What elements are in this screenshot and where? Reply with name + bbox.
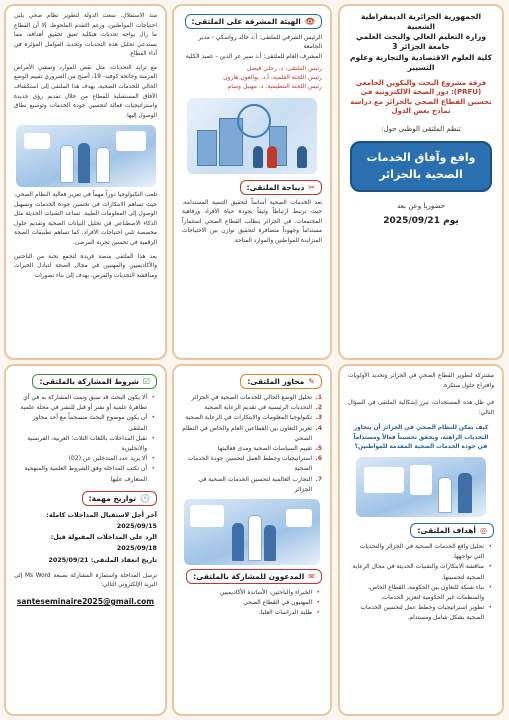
committees-panel <box>172 4 332 360</box>
problem-question: كيف يمكن للنظام الصحي في الجزائر أن يتجاوز التحديات الراهنة، ويحقق تحسيناً فعالاً ومستداماً في جودة الخدمات الصحية المقدمة للمواطنين؟ <box>353 425 489 451</box>
invited-title: المدعوون للمشاركة بالملتقى: <box>193 571 305 581</box>
healthcare-illustration <box>187 98 317 174</box>
dates-title: تواريخ مهمة: <box>88 493 137 503</box>
ministry-line: وزارة التعليم العالي والبحث العلمي <box>355 32 487 42</box>
axes-panel <box>172 364 332 716</box>
goals-title: أهداف الملتقى: <box>417 525 477 535</box>
axis-item: تقييم السياسات الصحية ومدى فعاليتها <box>217 444 312 452</box>
faculty-line: كلية العلوم الاقتصادية والتجارية وعلوم التسيير <box>350 52 492 72</box>
republic-line: الجمهورية الجزائرية الديمقراطية الشعبية <box>360 12 482 32</box>
condition-item: • ألا يكون البحث قد سبق وتمت المشاركة به في أي تظاهرة علمية أو نشر أو قبل للنشر في مجلة علمية <box>14 393 147 413</box>
checkbox-icon: ☑ <box>142 377 150 386</box>
dates-heading <box>82 491 157 506</box>
axis-item: استراتيجيات وخطط العمل لتحسين جودة الخدمات الصحية <box>187 455 312 473</box>
preamble-text: تعد الخدمات الصحية أساساً لتحقيق التنمية المستدامة، حيث ترتبط ارتباطاً وثيقاً بجودة حياة الأفراد ورفاهية المجتمعات. في الجزائر يتطلب القطاع الصحي استثماراً مستداماً وجهوداً متضافرة لتحقيق توازن بين الاحتياجات المتزايدة للمواطنين والموارد المتاحة. <box>182 199 322 245</box>
date-value: 2025/09/18 <box>116 544 157 553</box>
contact-email[interactable]: santeseminaire2025@gmail.com <box>16 596 155 606</box>
problem-panel <box>338 364 504 716</box>
axes-title: محاور الملتقى: <box>247 377 305 386</box>
invited-item: • المهنيون في القطاع الصحي <box>182 598 312 608</box>
committee-line: رئيس اللجنة العلمية: أ.د. بوالعون هارون <box>223 74 322 82</box>
doctors-illustration <box>16 125 156 187</box>
goals-heading <box>410 523 494 538</box>
university-line: جامعة الجزائر 3 <box>392 42 450 52</box>
axes-heading <box>240 374 322 389</box>
condition-item: • أن يكون موضوع البحث منسجماً مع أحد محاور الملتقى <box>14 413 147 433</box>
intro-paragraph: يعد هذا الملتقى منصة فريدة لتجمع نخبة من الباحثين والأكاديميين والمهنيين في مجال الصحة لتبادل الخبرات ومناقشة التحديات والفرص، بهدف إلى بناء تصورات <box>14 253 157 279</box>
submission-note: ترسل المداخلة واستمارة المشاركة بصيغة Ms Word إلى البريد الإلكتروني التالي: <box>14 572 157 589</box>
date-row <box>14 555 157 566</box>
date-label: تاريخ انعقاد الملتقى: <box>90 555 157 564</box>
condition-item: • أن تكتب المداخلة وفق الشروط العلمية والمنهجية المتعارف عليها <box>14 464 147 484</box>
axis-item: التحديات الرئيسية في تقديم الرعاية الصحية <box>204 404 312 412</box>
axis-item: تكنولوجيا المعلومات والابتكارات في الرعاية الصحية <box>185 414 312 422</box>
problem-paragraph: في ظل هذه المستجدات، تبرز إشكالية الملتقى في السؤال التالي: <box>348 400 494 416</box>
goal-item: • تطوير استراتيجيات وخطط عمل لتحسين الخدمات الصحية بشكل شامل ومستدام. <box>348 603 484 623</box>
goal-item: • مناقشة الابتكارات والتقنيات الحديثة في مجال الرعاية الصحية لتحسينها. <box>348 562 484 582</box>
invited-item: • الخبراء والباحثين، الأساتذة الأكاديميين <box>182 588 312 598</box>
axis-item: التجارب العالمية لتحسين الخدمات الصحية في الجزائر <box>198 475 312 493</box>
condition-item: • تقبل المداخلات باللغات الثلاث: العربية، الفرنسية والانجليزية <box>14 434 147 454</box>
date-label: آخر أجل لاستقبال المداخلات كاملة: <box>46 510 157 519</box>
committee-line: الرئيس الشرفي للملتقى: أ.د خالد رواسكي - مدير الجامعة <box>198 34 322 51</box>
date-label: الرد على المداخلات المقبولة قبل: <box>50 533 157 542</box>
goal-item: • بناء شبكة للتعاون بين الحكومة، القطاع الخاص، والمنظمات غير الحكومية لتعزيز الخدمات. <box>348 583 484 603</box>
condition-item: • ألا يزيد عدد المتدخلين عن (02) <box>14 454 147 464</box>
committees-heading <box>185 14 322 29</box>
organizes-line: تنظم الملتقى الوطني حول: <box>381 124 461 133</box>
intro-paragraph: منذ الاستقلال، سعت الدولة لتطوير نظام صحي يلبي احتياجات المواطنين، ورغم التقدم الملحوظ، إلا أن القطاع ما زال يواجه تحديات هيكلية تعيق تحقيق أهدافه، مما يستدعي تحليل هذه التحديات وتحديد العوامل المؤثرة في أداء القطاع. <box>14 13 157 58</box>
date-value: 2025/09/21 <box>48 555 89 564</box>
hospital-illustration <box>184 499 320 565</box>
conference-title: واقع وآفاق الخدمات الصحية بالجزائر <box>350 141 492 192</box>
date-prefix: يوم <box>443 215 459 226</box>
axis-item: تحليل الوضع الحالي للخدمات الصحية في الجزائر <box>191 394 312 401</box>
eye-icon: 👁 <box>304 17 315 26</box>
goals-list <box>348 542 494 624</box>
attendance-mode: حضوريا وعن بعد <box>397 201 445 210</box>
axes-list <box>182 393 322 495</box>
conference-date <box>348 216 494 226</box>
lab-illustration <box>356 457 486 517</box>
scissors-icon: ✂ <box>308 182 315 192</box>
intro-paragraph: مع تزايد التحديات، مثل نقص الموارد وتفشي الأمراض المزمنة وجائحة كوفيد- 19، أصبح من الضروري تقييم الوضع الحالي للخدمات الصحية، يهدف هذا الملتقى إلى استكشاف الآفاق المستقبلية للقطاع من خلال تقديم رؤى جديدة واستراتيجيات فعالة لتحسين جودة الخدمات وتوسيع نطاق الوصول إليها. <box>14 64 157 119</box>
invited-list <box>182 588 322 619</box>
conditions-list <box>14 393 157 485</box>
conditions-heading <box>32 374 157 389</box>
axis-item: تعزيز التعاون بين القطاعين العام والخاص في النظام الصحي <box>182 424 312 442</box>
invited-item: • طلبة الدراسات العليا. <box>182 608 312 618</box>
invited-heading <box>186 569 322 584</box>
goal-item: • تحليل واقع الخدمات الصحية في الجزائر والتحديات التي تواجهها. <box>348 542 484 562</box>
committee-line: رئيس الملتقى: د. رحلي فيصل <box>246 64 322 72</box>
date-value: 2025/09/21 <box>383 215 440 226</box>
date-row <box>14 532 157 554</box>
preamble-heading <box>240 180 322 195</box>
committee-line: المشرف العام للملتقى: أ.د سير عز الدين - عميد الكلية <box>185 52 322 60</box>
intro-paragraph: تلعب التكنولوجيا دوراً مهماً في تعزيز فعالية النظام الصحي، حيث تساهم الابتكارات في تحسين جودة الخدمات وتسهيل الوصول إلى المعلومات الطبية. تساعد التقنيات الحديثة مثل الذكاء الاصطناعي في تحليل البيانات الصحية وتقديم حلول مخصصة تلبي احتياجات الأفراد، كما تساهم تطبيقات الصحة الرقمية في تحسين تجربة المرضى. <box>14 192 157 246</box>
target-icon: ◎ <box>480 525 487 535</box>
problem-paragraph: مشتركة لتطوير القطاع الصحي في الجزائر وتحديد الأولويات وافتراح حلول مبتكرة. <box>348 373 494 389</box>
date-value: 2025/09/15 <box>116 521 157 530</box>
conditions-panel <box>4 364 167 716</box>
conditions-title: شروط المشاركة بالملتقى: <box>39 377 139 386</box>
pen-icon: ✎ <box>308 377 315 386</box>
cover-header <box>348 12 494 73</box>
cover-panel <box>338 4 504 360</box>
preamble-title: ديباجة الملتقى: <box>246 182 305 192</box>
intro-panel <box>4 4 167 360</box>
committee-line: رئيس اللجنة التنظيمية: د. مهبيل وسام <box>227 83 322 91</box>
committees-title: الهيئة المشرفة على الملتقى: <box>191 17 301 26</box>
clock-icon: 🕑 <box>140 493 150 503</box>
date-row <box>14 510 157 532</box>
research-team: فرقة مشروع البحث والتكوين الجامعي (PRFU): دور الصحة الالكترونية في تحسين القطاع الصحي بالجزائر مع دراسة نماذج بعض الدول <box>350 78 492 116</box>
envelope-icon: ✉ <box>308 571 315 581</box>
